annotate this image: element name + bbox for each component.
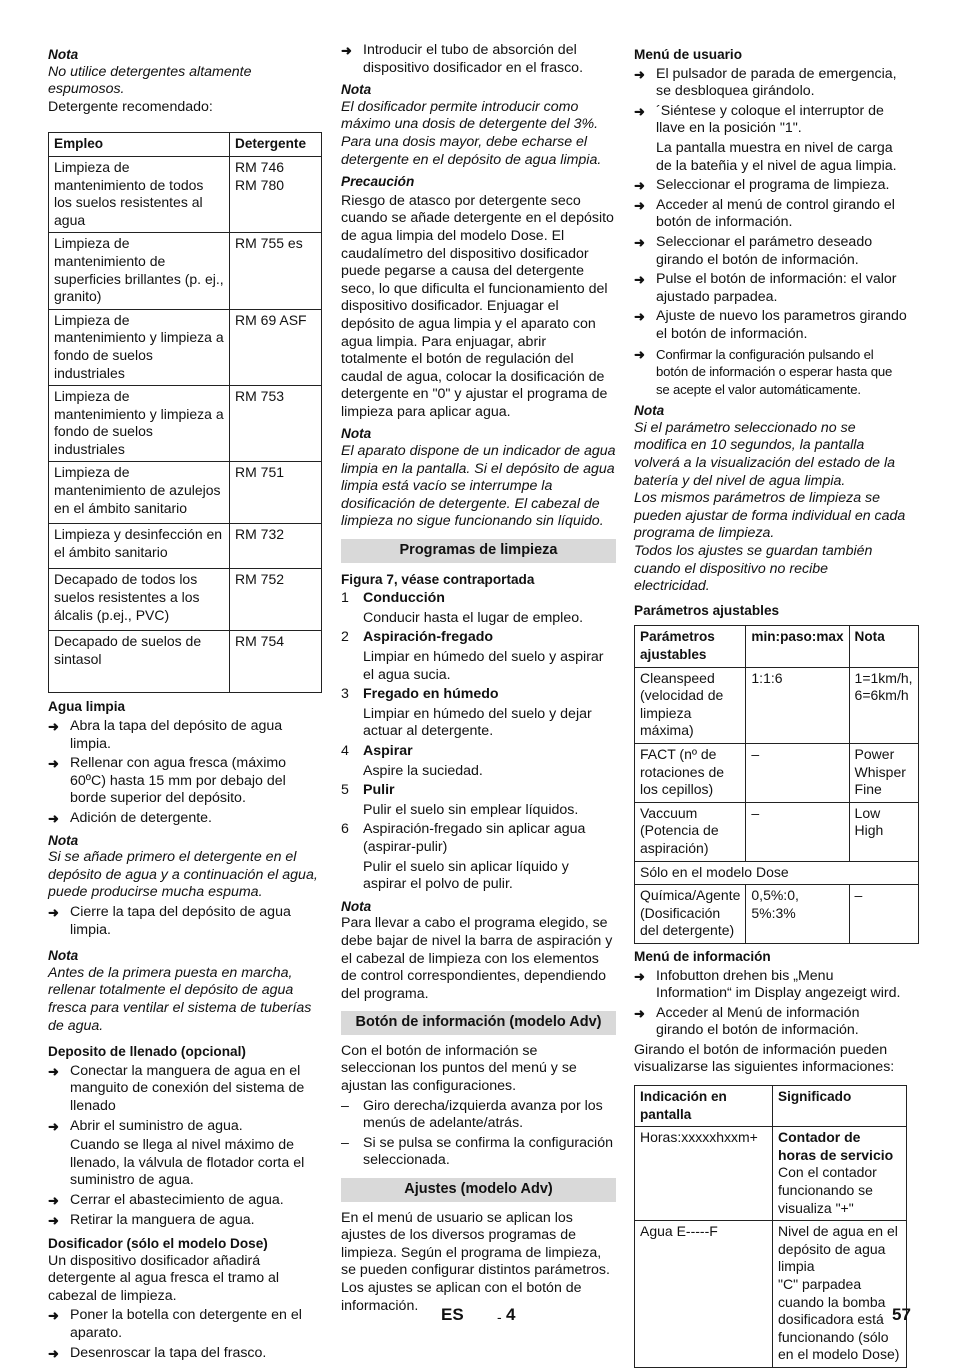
list-item: ➜ El pulsador de parada de emergencia, se desbloquea girándolo. bbox=[634, 66, 907, 101]
list-item: ➜ Adición de detergente. bbox=[48, 810, 322, 828]
list-item: ➜ Ajuste de nuevo los parametros girando el botón de información. bbox=[634, 308, 907, 343]
recommended-label: Detergente recomendado: bbox=[48, 98, 213, 115]
dosificador-text: Un dispositivo dosificador añadirá detergente al agua fresca el tramo al cabezal de limpieza. bbox=[48, 1252, 280, 1304]
list-item: ➜ Introducir el tubo de absorción del dispositivo dosificador en el frasco. bbox=[341, 42, 616, 77]
nota-text: Antes de la primera puesta en marcha, rellenar totalmente el depósito de agua fresca para ventilar el sistema de tuberías de agua. bbox=[48, 964, 312, 1034]
list-item: ➜ ´Siéntese y coloque el interruptor de llave en la posición "1". bbox=[634, 103, 907, 138]
table-header-row bbox=[635, 1086, 907, 1127]
nota-title: Nota bbox=[634, 403, 665, 419]
list-item: – Giro derecha/izquierda avanza por los menús de adelante/atrás. bbox=[341, 1098, 616, 1133]
program-number: 4 bbox=[341, 742, 349, 759]
table-header-significado: Significado bbox=[773, 1086, 907, 1127]
table-cell: Low High bbox=[849, 802, 918, 861]
program-title: Pulir bbox=[363, 782, 395, 799]
table-header-indicacion: Indicación en pantalla bbox=[635, 1086, 773, 1127]
table-header-minpasomax: min:paso:max bbox=[746, 626, 849, 667]
program-description: Conducir hasta el lugar de empleo. bbox=[363, 609, 584, 626]
table-cell: RM 755 es bbox=[230, 233, 322, 309]
footer-language: ES bbox=[441, 1305, 464, 1324]
table-cell: Nivel de agua en el depósito de agua limpia "C" parpadea cuando la bomba dosificadora está funcionando (sólo en el modelo Dose) bbox=[773, 1221, 907, 1368]
cell-text: Con el contador funcionando se visualiza "+" bbox=[778, 1164, 877, 1216]
figura-ref: Figura 7, véase contraportada bbox=[341, 571, 535, 587]
list-item: ➜ Retirar la manguera de agua. bbox=[48, 1212, 322, 1230]
program-description: Limpiar en húmedo del suelo y dejar actuar al detergente. bbox=[363, 705, 592, 740]
table-row bbox=[635, 743, 919, 802]
nota-title: Nota bbox=[341, 82, 372, 98]
info-table bbox=[634, 1085, 907, 1368]
table-cell: Horas:xxxxxhxxm+ bbox=[635, 1127, 773, 1221]
table-cell: Sólo en el modelo Dose bbox=[635, 861, 919, 885]
table-row bbox=[49, 631, 322, 693]
list-item: ➜ Rellenar con agua fresca (máximo 60ºC) hasta 15 mm por debajo del borde superior del depósito. bbox=[48, 755, 322, 808]
table-row bbox=[49, 524, 322, 569]
detergent-table-body bbox=[49, 156, 322, 693]
list-item: ➜ Seleccionar el programa de limpieza. bbox=[634, 177, 907, 195]
table-row bbox=[49, 569, 322, 631]
program-number: 5 bbox=[341, 782, 349, 799]
list-item: ➜ Acceder al Menú de información girando el botón de información. bbox=[634, 1005, 907, 1040]
menu-informacion-title: Menú de información bbox=[634, 948, 771, 964]
list-item: ➜ Seleccionar el parámetro deseado girando el botón de información. bbox=[634, 234, 907, 269]
list-item-note: La pantalla muestra en nivel de carga de la bateñia y el nivel de agua limpia. bbox=[656, 139, 897, 174]
program-title: Fregado en húmedo bbox=[363, 686, 499, 703]
nota-text: Para llevar a cabo el programa elegido, se debe bajar de nivel la barra de aspiración y el cabezal de limpieza con los elementos de control correspondientes, dependiendo del programa. bbox=[341, 915, 613, 1002]
program-number: 2 bbox=[341, 629, 349, 646]
nota-text: Si el parámetro seleccionado no se modifica en 10 segundos, la pantalla volverá a la visualización del estado de la batería y del nivel de agua limpia. bbox=[634, 419, 896, 489]
program-list bbox=[341, 590, 616, 894]
parameters-table bbox=[634, 625, 919, 944]
list-item-note: Cuando se llega al nivel máximo de llenado, la válvula de flotador corta el suministro de agua. bbox=[70, 1137, 305, 1189]
table-cell: Cleanspeed (velocidad de limpieza máxima) bbox=[635, 667, 746, 743]
nota-title: Nota bbox=[341, 898, 372, 914]
parameters-table-body bbox=[635, 667, 919, 943]
table-cell: Vaccuum (Potencia de aspiración) bbox=[635, 802, 746, 861]
column-left bbox=[48, 42, 322, 1362]
program-number: 3 bbox=[341, 686, 349, 703]
table-row bbox=[635, 667, 919, 743]
program-description: Pulir el suelo sin emplear líquidos. bbox=[363, 801, 579, 818]
footer-section-page: 4 bbox=[506, 1305, 516, 1324]
nota-title: Nota bbox=[48, 948, 79, 964]
table-header-parametros: Parámetros ajustables bbox=[635, 626, 746, 667]
table-header-detergente: Detergente bbox=[230, 133, 322, 157]
nota-title: Nota bbox=[48, 832, 79, 848]
nota-title: Nota bbox=[48, 47, 79, 62]
list-item: ➜ Confirmar la configuración pulsando el botón de información o esperar hasta que se acepte el valor automáticamente. bbox=[634, 346, 907, 399]
table-cell: Limpieza de mantenimiento de azulejos en el ámbito sanitario bbox=[49, 462, 230, 524]
program-title: Aspirar bbox=[363, 742, 413, 759]
list-item: ➜ Acceder al menú de control girando el botón de información. bbox=[634, 197, 907, 232]
nota-text: Los mismos parámetros de limpieza se pueden ajustar de forma individual en cada programa de limpieza. bbox=[634, 490, 906, 542]
table-cell: Agua E-----F bbox=[635, 1221, 773, 1368]
program-title: Aspiración-fregado sin aplicar agua (aspirar-pulir) bbox=[363, 821, 586, 855]
cell-bold-text: Contador de horas de servicio bbox=[778, 1129, 894, 1163]
precaucion-title: Precaución bbox=[341, 174, 415, 190]
list-item: ➜ Cerrar el abastecimiento de agua. bbox=[48, 1192, 322, 1210]
section-bar-boton: Botón de información (modelo Adv) bbox=[341, 1011, 616, 1035]
table-cell: Decapado de suelos de sintasol bbox=[49, 631, 230, 693]
table-cell: Limpieza y desinfección en el ámbito sanitario bbox=[49, 524, 230, 569]
table-cell: – bbox=[849, 885, 918, 944]
deposito-title: Deposito de llenado (opcional) bbox=[48, 1044, 246, 1060]
parametros-title: Parámetros ajustables bbox=[634, 602, 780, 618]
list-item: ➜ Desenroscar la tapa del frasco. bbox=[48, 1345, 322, 1363]
table-cell: RM 751 bbox=[230, 462, 322, 524]
list-item: – Si se pulsa se confirma la configuración seleccionada. bbox=[341, 1135, 616, 1170]
section-bar-programas: Programas de limpieza bbox=[341, 539, 616, 563]
list-item bbox=[341, 782, 616, 819]
table-row bbox=[635, 1221, 907, 1368]
table-cell: RM 753 bbox=[230, 386, 322, 462]
list-item bbox=[341, 743, 616, 780]
agua-limpia-title: Agua limpia bbox=[48, 699, 126, 715]
table-row bbox=[49, 462, 322, 524]
table-cell: Limpieza de mantenimiento de todos los suelos resistentes al agua bbox=[49, 156, 230, 232]
boton-text: Con el botón de información se seleccionan los puntos del menú y se ajustan las configuraciones. bbox=[341, 1042, 577, 1095]
table-cell: RM 752 bbox=[230, 569, 322, 631]
column-middle bbox=[341, 42, 616, 1315]
table-cell: Limpieza de mantenimiento de superficies brillantes (p. ej., granito) bbox=[49, 233, 230, 309]
table-cell: – bbox=[746, 802, 849, 861]
ajustes-text: En el menú de usuario se aplican los ajustes de los diversos programas de limpieza. Según el programa de limpieza, se pueden configurar distintos parámetros. Los ajustes se aplican con el botón de información. bbox=[341, 1209, 610, 1314]
info-text: Girando el botón de información pueden visualizarse las siguientes informaciones: bbox=[634, 1041, 895, 1076]
program-title: Aspiración-fregado bbox=[363, 629, 494, 646]
list-item bbox=[341, 821, 616, 893]
list-item: ➜ Abrir el suministro de agua. bbox=[48, 1118, 322, 1136]
table-cell: Limpieza de mantenimiento y limpieza a fondo de suelos industriales bbox=[49, 386, 230, 462]
list-item bbox=[341, 629, 616, 684]
column-right bbox=[634, 42, 913, 1368]
list-item: ➜ Cierre la tapa del depósito de agua limpia. bbox=[48, 904, 322, 939]
list-item: ➜ Poner la botella con detergente en el aparato. bbox=[48, 1307, 322, 1342]
table-cell: Decapado de todos los suelos resistentes a los álcalis (p.ej., PVC) bbox=[49, 569, 230, 631]
program-number: 1 bbox=[341, 590, 349, 607]
table-cell: 0,5%:0, 5%:3% bbox=[746, 885, 849, 944]
table-row bbox=[49, 386, 322, 462]
program-number: 6 bbox=[341, 821, 349, 838]
dosificador-title: Dosificador (sólo el modelo Dose) bbox=[48, 1236, 268, 1252]
list-item: ➜ Pulse el botón de información: el valor ajustado parpadea. bbox=[634, 271, 907, 306]
table-cell: Limpieza de mantenimiento y limpieza a fondo de suelos industriales bbox=[49, 309, 230, 385]
table-cell bbox=[773, 1127, 907, 1221]
list-item: ➜ Abra la tapa del depósito de agua limpia. bbox=[48, 718, 322, 753]
table-cell: Power Whisper Fine bbox=[849, 743, 918, 802]
footer-separator: - bbox=[497, 1309, 502, 1325]
table-cell: Química/Agente (Dosificación del detergente) bbox=[635, 885, 746, 944]
nota-text: Si se añade primero el detergente en el depósito de agua y a continuación el agua, puede producirse mucha espuma. bbox=[48, 849, 318, 901]
detergent-table bbox=[48, 132, 322, 693]
table-header-empleo: Empleo bbox=[49, 133, 230, 157]
table-cell: RM 732 bbox=[230, 524, 322, 569]
table-cell: RM 69 ASF bbox=[230, 309, 322, 385]
table-row bbox=[49, 309, 322, 385]
table-row bbox=[635, 1127, 907, 1221]
section-bar-ajustes: Ajustes (modelo Adv) bbox=[341, 1178, 616, 1202]
footer-page-number: 57 bbox=[892, 1305, 911, 1324]
precaucion-text: Riesgo de atasco por detergente seco cuando se añade detergente en el depósito de agua limpia del modelo Dose. El caudalímetro del dispositivo dosificador puede pegarse a causa del detergente seco, lo que dificulta el funcionamiento del dispositivo dosificador. Enjuagar el depósito de agua limpia y el aparato con agua limpia. Para enjuagar, abrir totalmente el botón de regulación del caudal de agua, colocar la dosificación de detergente en "0" y ajustar el programa de limpieza para aplicar agua. bbox=[341, 192, 614, 420]
table-header-row bbox=[635, 626, 919, 667]
table-row bbox=[49, 156, 322, 232]
program-title: Conducción bbox=[363, 590, 445, 607]
table-row bbox=[635, 861, 919, 885]
table-cell: 1:1:6 bbox=[746, 667, 849, 743]
list-item: ➜ Infobutton drehen bis „Menu Information“ im Display angezeigt wird. bbox=[634, 968, 907, 1003]
table-cell: – bbox=[746, 743, 849, 802]
table-header-row bbox=[49, 133, 322, 157]
table-row bbox=[635, 802, 919, 861]
table-row bbox=[635, 885, 919, 944]
program-description: Aspire la suciedad. bbox=[363, 762, 483, 779]
nota-text: El dosificador permite introducir como máximo una dosis de detergente del 3%. Para una dosis mayor, debe echarse el detergente en el depósito de agua limpia. bbox=[341, 98, 602, 168]
table-cell: RM 746 RM 780 bbox=[230, 156, 322, 232]
table-cell: FACT (nº de rotaciones de los cepillos) bbox=[635, 743, 746, 802]
program-description: Pulir el suelo sin aplicar líquido y aspirar el polvo de pulir. bbox=[363, 858, 569, 893]
list-item: ➜ Conectar la manguera de agua en el manguito de conexión del sistema de llenado bbox=[48, 1063, 322, 1116]
list-item bbox=[341, 590, 616, 627]
menu-usuario-title: Menú de usuario bbox=[634, 47, 743, 62]
table-row bbox=[49, 233, 322, 309]
table-cell: RM 754 bbox=[230, 631, 322, 693]
nota-text: No utilice detergentes altamente espumosos. bbox=[48, 63, 252, 98]
program-description: Limpiar en húmedo del suelo y aspirar el agua sucia. bbox=[363, 649, 604, 683]
nota-title: Nota bbox=[341, 426, 372, 442]
table-cell: 1=1km/h, 6=6km/h bbox=[849, 667, 918, 743]
nota-text: Todos los ajustes se guardan también cuando el dispositivo no recibe electricidad. bbox=[634, 543, 873, 595]
nota-text: El aparato dispone de un indicador de agua limpia en la pantalla. Si el depósito de agua limpia está vacío se interrumpe la dosificación de detergente. El cabezal de limpieza no sigue funcionando sin líquido. bbox=[341, 443, 616, 530]
table-header-nota: Nota bbox=[849, 626, 918, 667]
list-item bbox=[341, 686, 616, 741]
